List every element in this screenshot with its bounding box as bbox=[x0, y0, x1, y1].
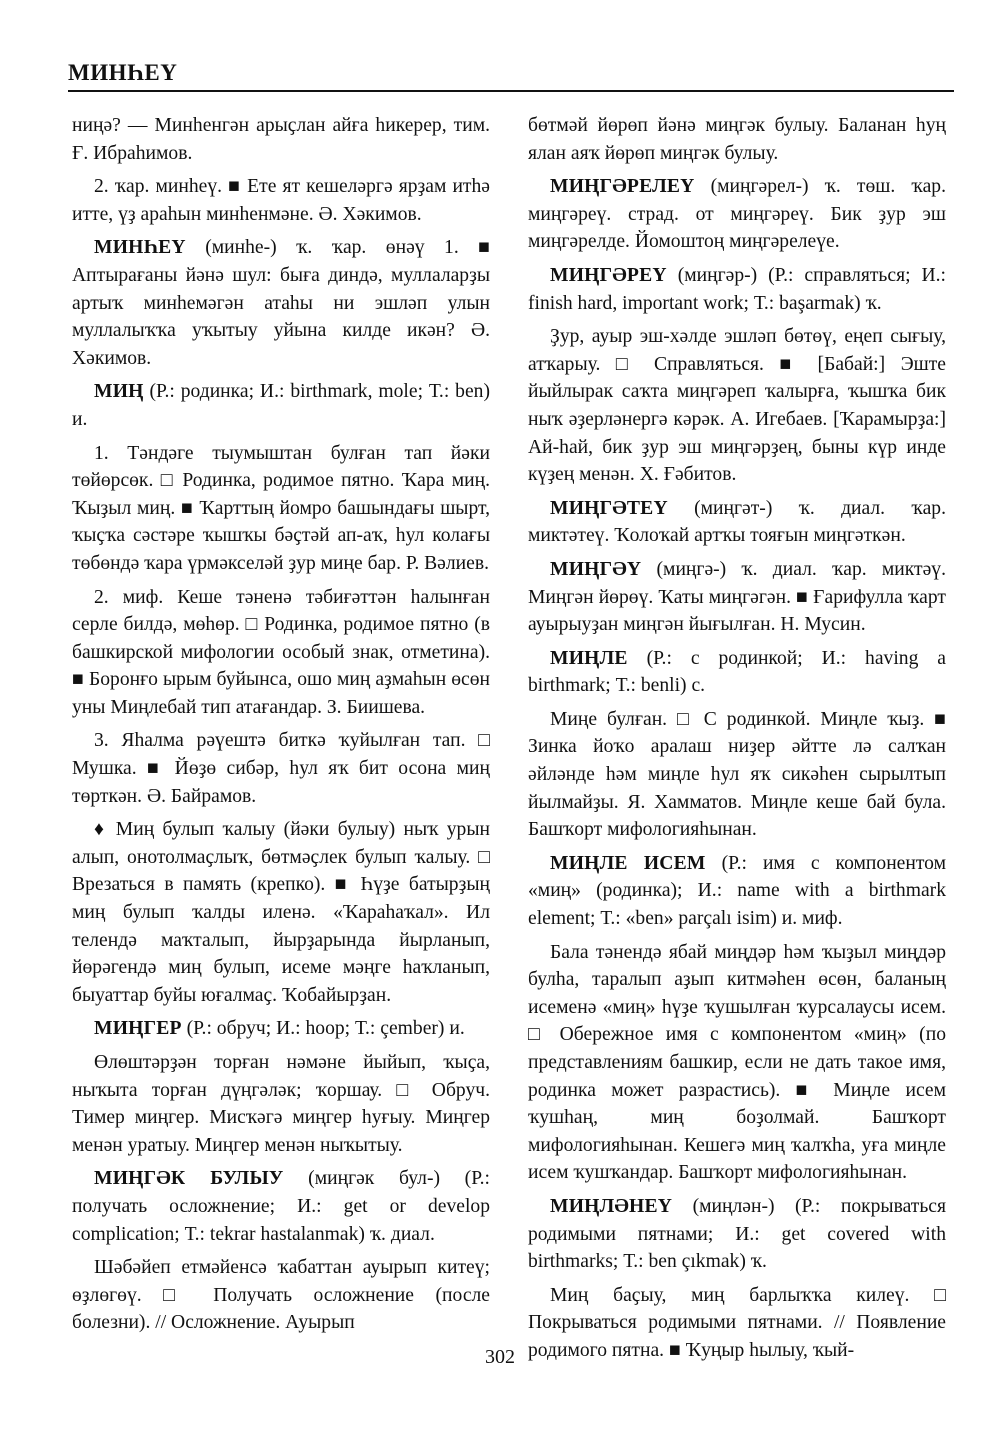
headword: МИҢГӘРЕЛЕҮ bbox=[550, 176, 695, 198]
entry-text: МИҢГЕР (Р.: обруч; И.: hoop; Т.: çember) и. bbox=[94, 1018, 465, 1040]
left-column bbox=[72, 112, 490, 1343]
headword: МИҢГӘК БУЛЫУ bbox=[94, 1168, 284, 1190]
entry-text: МИҢГӘРЕҮ (миңгәр-) (Р.: справляться; И.: finish hard, important work; Т.: başarmak) ҡ. bbox=[528, 264, 946, 314]
entry-text: 2. миф. Кеше тәненә тәбиғәттән һалынған серле билдә, мөһөр. □ Родинка, родимое пятно (в башкирской мифологии особый знак, отметина). ■ Боронғо ырым буйынса, ошо миң аҙмаһын өсөн уны Миңлебай тип атағандар. З. Биишева. bbox=[72, 586, 490, 718]
entry-text: МИҢГӘК БУЛЫУ (миңгәк бул-) (Р.: получать осложнение; И.: get or develop complication; Т.: tekrar hastalanmak) ҡ. диал. bbox=[72, 1168, 490, 1245]
headword: МИНҺЕҮ bbox=[94, 237, 186, 259]
right-column bbox=[528, 112, 946, 1371]
entry-text: 2. ҡар. минһеү. ■ Ете ят кешеләргә ярҙам итһә итте, үҙ араһын минһенмәне. Ә. Хәкимов. bbox=[72, 176, 490, 225]
entry-text: МИҢГӘТЕҮ (миңгәт-) ҡ. диал. ҡар. миктәтеү. Ҡолоҡай артҡы тояғын миңгәткән. bbox=[528, 497, 946, 547]
entry-text: МИҢГӘРЕЛЕҮ (миңгәрел-) ҡ. төш. ҡар. миңгәреү. страд. от миңгәреү. Бик ҙур эш миңгәрелде. Йомоштоң миңгәрелеүе. bbox=[528, 176, 946, 253]
page-number: 302 bbox=[485, 1346, 515, 1368]
entry-text: Шәбәйеп етмәйенсә ҡабаттан ауырып китеү; өҙлөгөү. □ Получать осложнение (после болезни). // Осложнение. Ауырып bbox=[72, 1257, 490, 1334]
headword: МИҢЛЕ ИСЕМ bbox=[550, 852, 706, 874]
entry-text: МИҢЛЕ (Р.: с родинкой; И.: having a birthmark; Т.: benli) с. bbox=[528, 647, 946, 697]
entry-text: 3. Яһалма рәүештә биткә ҡуйылған тап. □ Мушка. ■ Йөҙө сибәр, һул яҡ бит осона миң төрткән. Ә. Байрамов. bbox=[72, 730, 490, 807]
entry-text: Миңе булған. □ С родинкой. Миңле ҡыҙ. ■ Зинка йоҡо аралаш ниҙер әйтте лә салҡан әйләнде һәм миңле һул яҡ сикәһен сырылтып йылмайҙы. Я. Хамматов. Миңле кеше бай була. Башҡорт мифологияһынан. bbox=[528, 708, 946, 841]
entry-text: ниңә? — Минһенгән арыҫлан айға һикерер, тим. Ғ. Ибраһимов. bbox=[72, 115, 490, 164]
running-head: МИНҺЕҮ bbox=[68, 60, 178, 85]
entry-text: Миң баҫыу, миң барлыҡҡа килеү. □ Покрываться родимыми пятнами. // Появление родимого пятна. ■ Ҡуңыр һылыу, ҡый- bbox=[528, 1284, 946, 1361]
entry-text: МИҢ (Р.: родинка; И.: birthmark, mole; Т.: ben) и. bbox=[72, 381, 490, 430]
headword: МИҢГӘҮ bbox=[550, 558, 642, 580]
entry-text: 1. Тәндәге тыумыштан булған тап йәки төйөрсөк. □ Родинка, родимое пятно. Ҡара миң. Ҡыҙыл миң. ■ Ҡарттың йомро башындағы шырт, ҡыҫҡа сәстәре ҡышҡы бәҫтәй ап-аҡ, һул колағы төбөндә ҡара үрмәкселәй ҙур миңе бар. Р. Вәлиев. bbox=[72, 442, 490, 574]
entry-text: ♦ Миң булып ҡалыу (йәки булыу) ныҡ урын алып, онотолмаҫлыҡ, бөтмәҫлек булып ҡалыу. □ Врезаться в память (крепко). ■ Һүҙе батырҙың миң булып ҡалды иленә. «Ҡараһаҡал». Ил телендә маҡталып, йырҙарында йырланып, йөрәгендә миң булып, исеме мәңге һаҡланып, быуаттар буйы юғалмаҫ. Ҡобайырҙан. bbox=[72, 819, 490, 1006]
headword: МИҢГӘТЕҮ bbox=[550, 497, 668, 519]
entry-text: Ҙур, ауыр эш-хәлде эшләп бөтөү, еңеп сығыу, атҡарыу. □ Справляться. ■ [Бабай:] Эште йыйлырак саҡта миңгәреп ҡалырға, ҡышҡа бик ныҡ әҙерләнергә кәрәк. А. Игебаев. [Ҡарамырҙа:] Ай-һай, бик ҙур эш миңгәрҙең, быны күр инде күҙең менән. Х. Ғәбитов. bbox=[528, 326, 946, 486]
entry-text: МИҢГӘҮ (миңгә-) ҡ. диал. ҡар. миктәү. Миңгән йөрөү. Ҡаты миңгәгән. ■ Ғарифулла ҡарт ауырыуҙан миңгән йығылған. Н. Мусин. bbox=[528, 558, 946, 636]
entry-text: Бала тәнендә ябай миңдәр һәм ҡыҙыл миңдәр булһа, таралып аҙып китмәһен өсөн, баланың исеменә «миң» һүҙе ҡушылған ҡурсалаусы исем. □ Обережное имя с компонентом «миң» (по представлениям башкир, если не дать такое имя, родинка может разрастись). ■ Миңле исем ҡушһаң, миң боҙолмай. Башҡорт мифологияһынан. Кешегә миң ҡалҡһа, уға миңле исем ҡушҡандар. Башҡорт мифологияһынан. bbox=[528, 941, 946, 1184]
header-rule bbox=[68, 90, 954, 92]
headword: МИҢГӘРЕҮ bbox=[550, 264, 667, 286]
headword: МИҢ bbox=[94, 381, 144, 403]
headword: МИҢЛЕ bbox=[550, 647, 628, 669]
entry-text: МИНҺЕҮ (минһе-) ҡ. ҡар. өнәү 1. ■ Аптырағаны йәнә шул: быға диндә, муллаларҙы артыҡ минһемәгән атаһы ни эшләп улын муллалыҡҡа уҡытыу уйына килде икән? Ә. Хәкимов. bbox=[72, 237, 490, 369]
headword: МИҢЛӘНЕҮ bbox=[550, 1195, 673, 1217]
entry-text: МИҢЛӘНЕҮ (миңлән-) (Р.: покрываться родимыми пятнами; И.: get covered with birthmarks; Т.: ben çıkmak) ҡ. bbox=[528, 1195, 946, 1273]
headword: МИҢГЕР bbox=[94, 1018, 182, 1040]
entry-text: бөтмәй йөрөп йәнә миңгәк булыу. Баланан һуң ялан аяҡ йөрөп миңгәк булыу. bbox=[528, 115, 946, 164]
entry-text: МИҢЛЕ ИСЕМ (Р.: имя с компонентом «миң» (родинка); И.: name with a birthmark element; Т.: «ben» parçalı isim) и. миф. bbox=[528, 852, 946, 930]
entry-text: Өлөштәрҙән торған нәмәне йыйып, ҡыҫа, ныҡыта торған дүңгәләк; ҡоршау. □ Обруч. Тимер миңгер. Мисҡәгә миңгер һуғыу. Миңгер менән уратыу. Миңгер менән ныҡытыу. bbox=[72, 1052, 490, 1156]
